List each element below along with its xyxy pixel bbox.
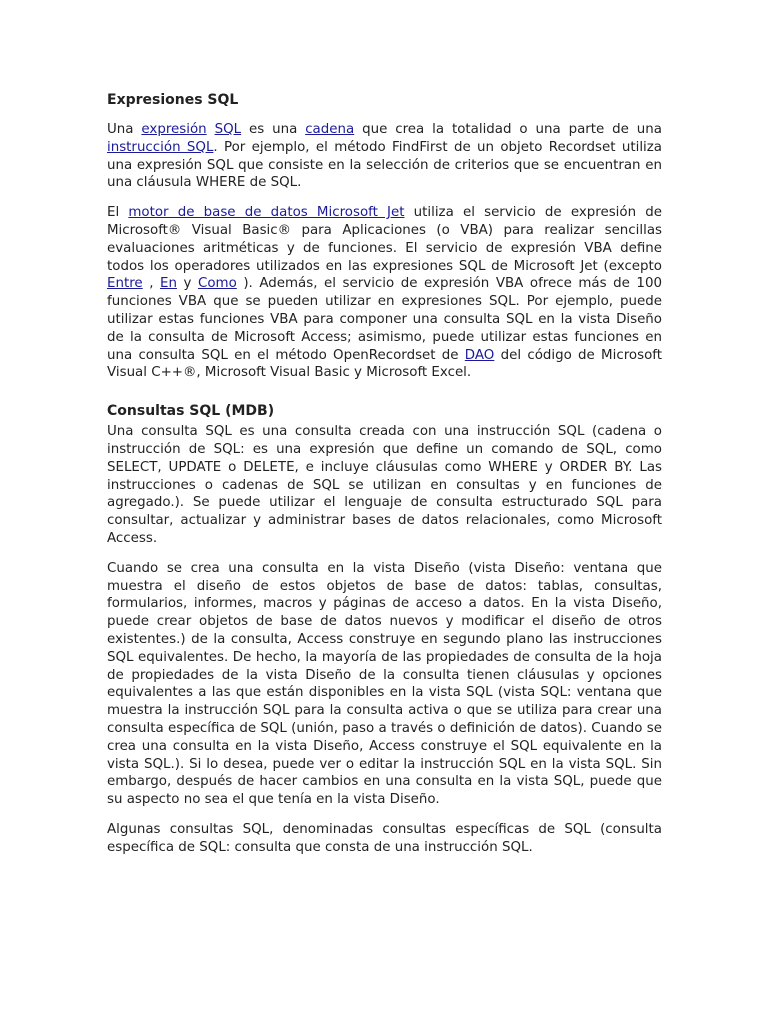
link-como[interactable]: Como xyxy=(198,276,237,292)
text-run: , xyxy=(142,276,161,292)
paragraph-expresiones-intro xyxy=(107,121,662,192)
link-dao[interactable]: DAO xyxy=(464,347,495,363)
paragraph-vista-diseno: Cuando se crea una consulta en la vista Diseño (vista Diseño: ventana que muestra el diseño de estos objetos de base de datos: tablas, consultas, formularios, informes, macros y páginas de acceso a datos. En la vista Diseño, puede crear objetos de base de datos nuevos y modificar el diseño de otros existentes.) de la consulta, Access construye en segundo plano las instrucciones SQL equivalentes. De hecho, la mayoría de las propiedades de consulta de la hoja de propiedades de la vista Diseño de la consulta tienen cláusulas y opciones equivalentes a las que están disponibles en la vista SQL (vista SQL: ventana que muestra la instrucción SQL para la consulta activa o que se utiliza para crear una consulta específica de SQL (unión, paso a través o definición de datos). Cuando se crea una consulta en la vista Diseño, Access construye el SQL equivalente en la vista SQL.). Si lo desea, puede ver o editar la instrucción SQL en la vista SQL. Sin embargo, después de hacer cambios en una consulta en la vista SQL, puede que su aspecto no sea el que tenía en la vista Diseño. xyxy=(107,560,662,808)
link-expresion[interactable]: expresión xyxy=(141,122,207,137)
text-run xyxy=(207,122,215,137)
text-run: y xyxy=(176,276,198,292)
link-entre[interactable]: Entre xyxy=(107,276,143,292)
text-run: utiliza el servicio de expresión de Microsoft® Visual Basic® para Aplicaciones (o VBA) para realizar sencillas evaluaciones aritméticas y de funciones. El servicio de expresión VBA define todos los operadores utilizados en las expresiones SQL de Microsoft Jet (excepto xyxy=(107,205,662,274)
text-run: ). Además, el servicio de expresión VBA ofrece más de 100 funciones VBA que se pueden utilizar en expresiones SQL. Por ejemplo, puede utilizar estas funciones VBA para componer una consulta SQL en la vista Diseño de la consulta de Microsoft Access; asimismo, puede utilizar estas funciones en una consulta SQL en el método OpenRecordset de xyxy=(107,276,662,363)
text-run: es una xyxy=(241,122,306,137)
section-title-consultas-sql: Consultas SQL (MDB) xyxy=(107,403,275,420)
section-title-expresiones-sql: Expresiones SQL xyxy=(107,92,239,108)
link-sql[interactable]: SQL xyxy=(214,122,242,137)
text-run: El xyxy=(107,205,129,221)
link-en[interactable]: En xyxy=(160,276,177,292)
paragraph-consultas-especificas: Algunas consultas SQL, denominadas consultas específicas de SQL (consulta específica de SQL: consulta que consta de una instrucción SQL. xyxy=(107,821,662,855)
paragraph-motor-jet xyxy=(107,204,662,382)
link-cadena[interactable]: cadena xyxy=(305,122,355,137)
text-run: . Por ejemplo, el método FindFirst de un objeto Recordset utiliza una expresión SQL que consiste en la selección de criterios que se encuentran en una cláusula WHERE de SQL. xyxy=(107,139,663,191)
link-motor-jet[interactable]: motor de base de datos Microsoft Jet xyxy=(128,205,405,221)
text-run: del código de Microsoft Visual C++®, Microsoft Visual Basic y Microsoft Excel. xyxy=(107,347,662,381)
text-run: Una xyxy=(107,122,142,137)
text-run: que crea la totalidad o una parte de una xyxy=(354,122,662,137)
paragraph-consulta-sql-def: Una consulta SQL es una consulta creada con una instrucción SQL (cadena o instrucción de SQL: es una expresión que define un comando de SQL, como SELECT, UPDATE o DELETE, e incluye cláusulas como WHERE y ORDER BY. Las instrucciones o cadenas de SQL se utilizan en consultas y en funciones de agregado.). Se puede utilizar el lenguaje de consulta estructurado SQL para consultar, actualizar y administrar bases de datos relacionales, como Microsoft Access. xyxy=(107,424,662,546)
link-instruccion-sql[interactable]: instrucción SQL xyxy=(107,139,214,155)
